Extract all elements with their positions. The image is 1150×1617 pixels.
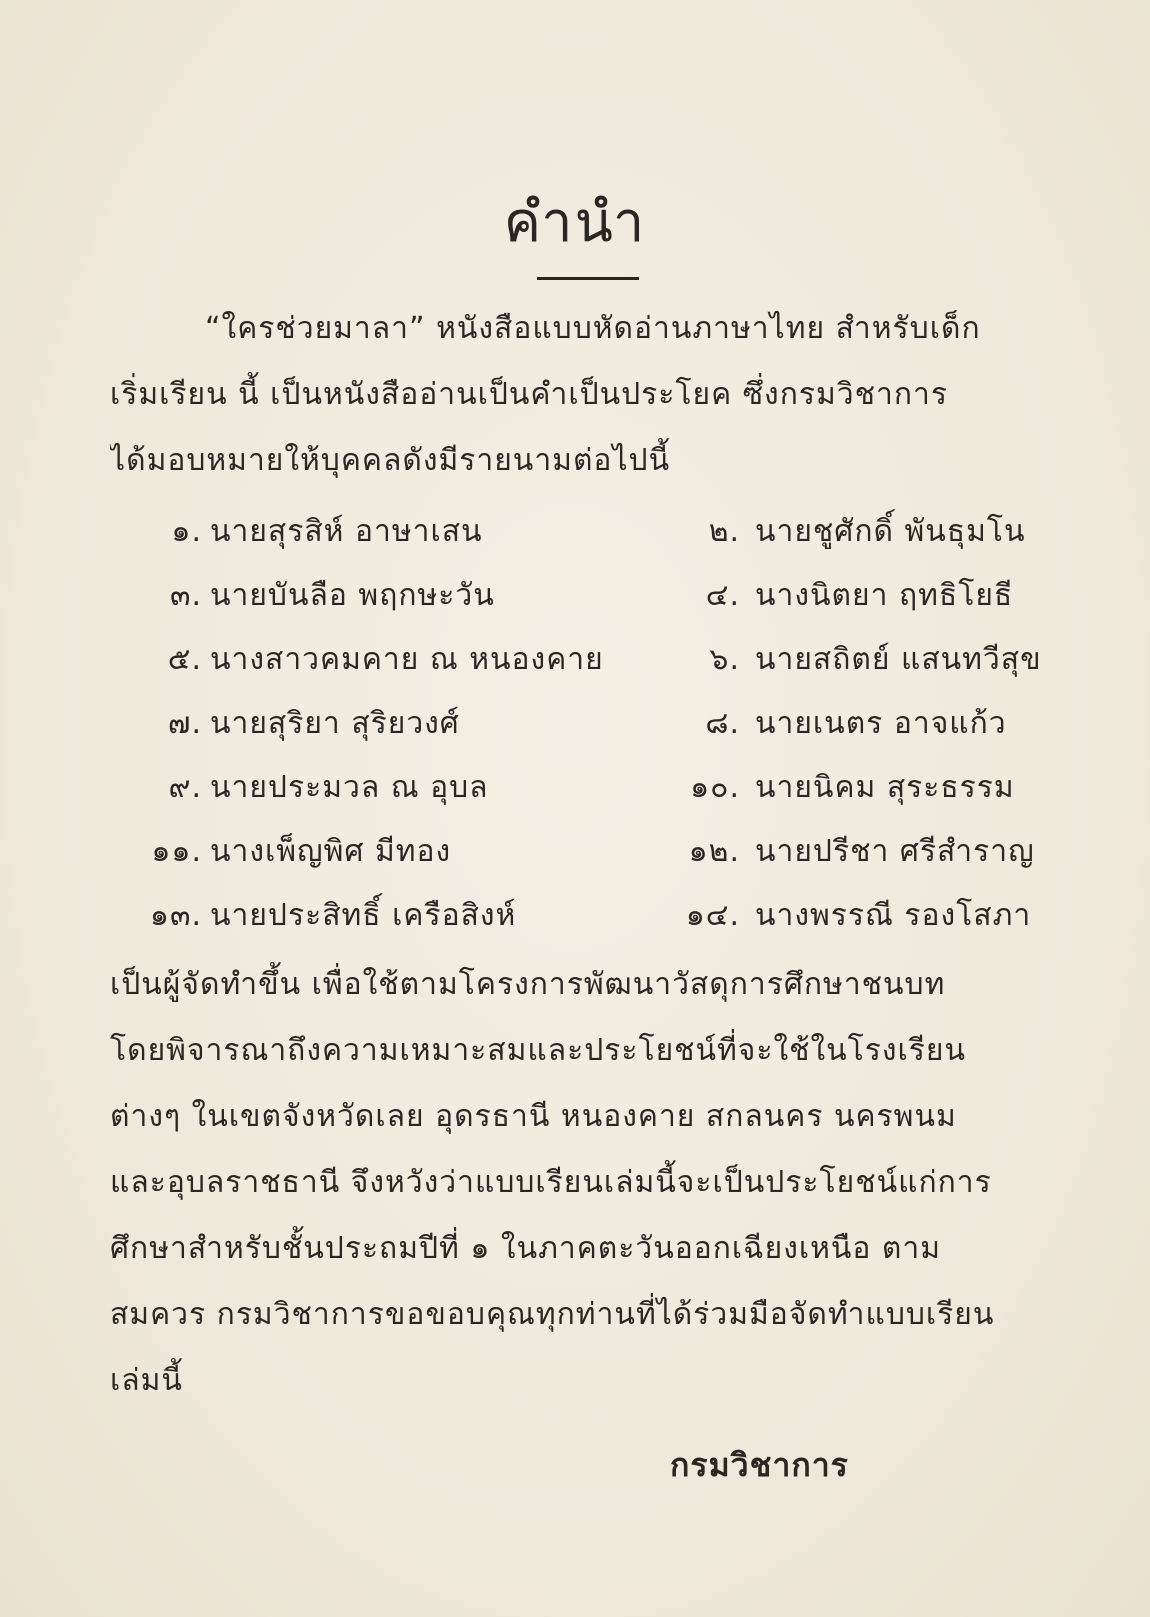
author-number: ๗. <box>167 706 202 741</box>
author-number: ๖. <box>709 642 740 677</box>
body-paragraph <box>110 952 1065 1414</box>
author-name: นายสุรสิห์ อาษาเสน <box>210 514 483 549</box>
author-name: นายสถิตย์ แสนทวีสุข <box>755 642 1042 677</box>
author-row <box>0 692 1150 756</box>
author-row <box>0 756 1150 820</box>
body-line: เป็นผู้จัดทำขึ้น เพื่อใช้ตามโครงการพัฒนาวัสดุการศึกษาชนบท <box>110 967 946 1002</box>
intro-line: “ใครช่วยมาลา” หนังสือแบบหัดอ่านภาษาไทย สำหรับเด็ก <box>205 311 981 346</box>
author-number: ๑๑. <box>151 834 202 869</box>
author-name: นางพรรณี รองโสภา <box>755 898 1032 933</box>
author-name: นางเพ็ญพิศ มีทอง <box>210 834 452 869</box>
body-line: สมควร กรมวิชาการขอขอบคุณทุกท่านที่ได้ร่วมมือจัดทำแบบเรียน <box>110 1297 995 1332</box>
author-number: ๘. <box>705 706 740 741</box>
author-number: ๑๐. <box>690 770 740 805</box>
intro-line: เริ่มเรียน นี้ เป็นหนังสืออ่านเป็นคำเป็นประโยค ซึ่งกรมวิชาการ <box>110 377 948 412</box>
author-name: นายประมวล ณ อุบล <box>210 770 489 805</box>
author-name: นางนิตยา ฤทธิโยธี <box>755 578 1014 613</box>
author-row <box>0 564 1150 628</box>
author-number: ๑. <box>171 514 202 549</box>
body-line: ศึกษาสำหรับชั้นประถมปีที่ ๑ ในภาคตะวันออกเฉียงเหนือ ตาม <box>110 1231 942 1266</box>
signature: กรมวิชาการ <box>670 1446 849 1484</box>
title-underline <box>537 277 639 280</box>
author-number: ๔. <box>705 578 740 613</box>
author-number: ๑๓. <box>149 898 202 933</box>
author-number: ๙. <box>168 770 202 805</box>
author-name: นายสุริยา สุริยวงศ์ <box>210 706 460 741</box>
intro-line: ได้มอบหมายให้บุคคลดังมีรายนามต่อไปนี้ <box>110 443 671 478</box>
body-line: เล่มนี้ <box>110 1363 183 1398</box>
author-name: นายประสิทธิ์ เครือสิงห์ <box>210 898 517 933</box>
author-number: ๕. <box>167 642 202 677</box>
body-line: โดยพิจารณาถึงความเหมาะสมและประโยชน์ที่จะใช้ในโรงเรียน <box>110 1033 966 1068</box>
author-row <box>0 884 1150 948</box>
author-name: นายปรีชา ศรีสำราญ <box>755 834 1035 869</box>
author-name: นายเนตร อาจแก้ว <box>755 706 1007 741</box>
author-row <box>0 500 1150 564</box>
body-line: และอุบลราชธานี จึงหวังว่าแบบเรียนเล่มนี้จะเป็นประโยชน์แก่การ <box>110 1165 992 1200</box>
author-list <box>0 500 1150 948</box>
author-row <box>0 628 1150 692</box>
body-line: ต่างๆ ในเขตจังหวัดเลย อุดรธานี หนองคาย สกลนคร นครพนม <box>110 1099 957 1134</box>
author-name: นายนิคม สุระธรรม <box>755 770 1015 805</box>
author-number: ๑๔. <box>685 898 740 933</box>
author-name: นายบันลือ พฤกษะวัน <box>210 578 495 613</box>
intro-paragraph <box>110 296 1065 494</box>
author-name: นางสาวคมคาย ณ หนองคาย <box>210 642 604 677</box>
author-row <box>0 820 1150 884</box>
author-name: นายชูศักดิ์ พันธุมโน <box>755 514 1026 549</box>
author-number: ๓. <box>169 578 202 613</box>
page-title: คำนำ <box>503 190 647 255</box>
author-number: ๒. <box>708 514 740 549</box>
author-number: ๑๒. <box>688 834 740 869</box>
